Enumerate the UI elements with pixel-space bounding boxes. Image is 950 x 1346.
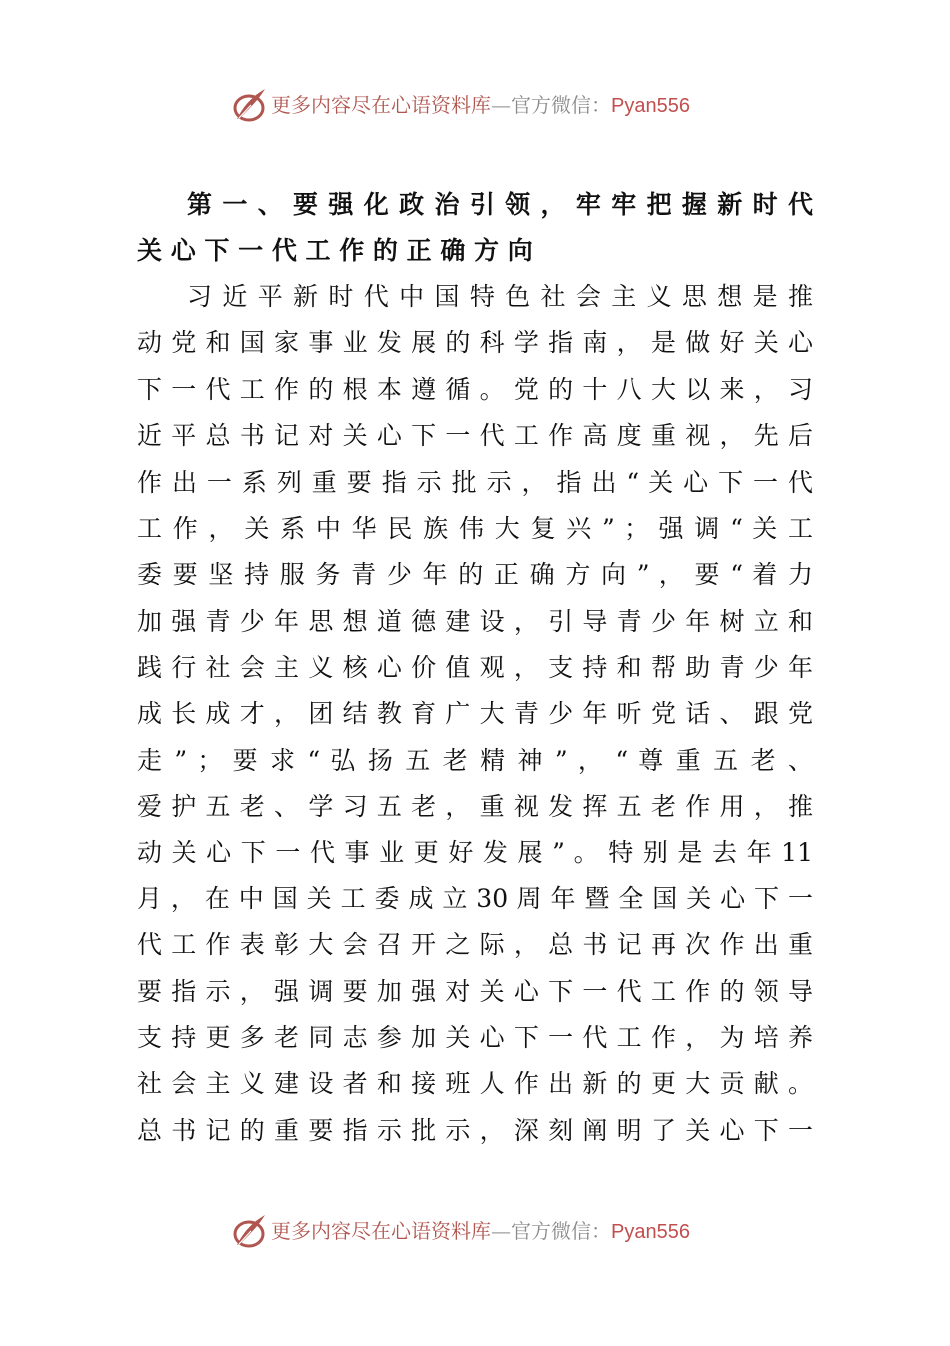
body-line: 动 党 和 国 家 事 业 发 展 的 科 学 指 南 ， 是 做 好 关 心 — [137, 328, 813, 357]
watermark-wechat-id: Pyan556 — [611, 94, 690, 117]
body-line: 要 指 示 ， 强 调 要 加 强 对 关 心 下 一 代 工 作 的 领 导 — [137, 977, 813, 1006]
watermark-dash: — — [491, 1218, 511, 1243]
header-watermark — [0, 82, 950, 128]
section-heading-line-1: 第 一 、 要 强 化 政 治 引 领 ， 牢 牢 把 握 新 时 代 — [187, 190, 813, 219]
footer-watermark — [0, 1208, 950, 1254]
body-line: 总 书 记 的 重 要 指 示 批 示 ， 深 刻 阐 明 了 关 心 下 一 — [137, 1116, 813, 1145]
body-line: 习 近 平 新 时 代 中 国 特 色 社 会 主 义 思 想 是 推 — [187, 282, 813, 311]
body-line: 社 会 主 义 建 设 者 和 接 班 人 作 出 新 的 更 大 贡 献 。 — [137, 1069, 813, 1098]
body-line: 成 长 成 才 ， 团 结 教 育 广 大 青 少 年 听 党 话 、 跟 党 — [137, 699, 813, 728]
body-line: 走 ” ； 要 求 “ 弘 扬 五 老 精 神 ” ， “ 尊 重 五 老 、 — [137, 746, 813, 775]
body-line: 践 行 社 会 主 义 核 心 价 值 观 ， 支 持 和 帮 助 青 少 年 — [137, 653, 813, 682]
watermark-wechat-label: 官方微信： — [511, 92, 611, 117]
body-line: 近 平 总 书 记 对 关 心 下 一 代 工 作 高 度 重 视 ， 先 后 — [137, 421, 813, 450]
watermark-site: 更多内容尽在心语资料库 — [271, 92, 491, 117]
quill-logo-icon — [229, 1211, 269, 1251]
watermark-wechat-id: Pyan556 — [611, 1220, 690, 1243]
watermark-dash: — — [491, 92, 511, 117]
body-line: 委 要 坚 持 服 务 青 少 年 的 正 确 方 向 ” ， 要 “ 着 力 — [137, 560, 813, 589]
body-line: 月 ， 在 中 国 关 工 委 成 立 30 周 年 暨 全 国 关 心 下 一 — [137, 884, 813, 913]
body-line: 代 工 作 表 彰 大 会 召 开 之 际 ， 总 书 记 再 次 作 出 重 — [137, 930, 813, 959]
body-line: 工 作 ， 关 系 中 华 民 族 伟 大 复 兴 ” ； 强 调 “ 关 工 — [137, 514, 813, 543]
section-heading-line-2: 关 心 下 一 代 工 作 的 正 确 方 向 — [137, 236, 533, 265]
body-line: 动 关 心 下 一 代 事 业 更 好 发 展 ” 。 特 别 是 去 年 11 — [137, 838, 813, 867]
body-line: 下 一 代 工 作 的 根 本 遵 循 。 党 的 十 八 大 以 来 ， 习 — [137, 375, 813, 404]
body-line: 作 出 一 系 列 重 要 指 示 批 示 ， 指 出 “ 关 心 下 一 代 — [137, 468, 813, 497]
body-line: 加 强 青 少 年 思 想 道 德 建 设 ， 引 导 青 少 年 树 立 和 — [137, 607, 813, 636]
watermark-site: 更多内容尽在心语资料库 — [271, 1218, 491, 1243]
quill-logo-icon — [229, 85, 269, 125]
body-line: 支 持 更 多 老 同 志 参 加 关 心 下 一 代 工 作 ， 为 培 养 — [137, 1023, 813, 1052]
body-line: 爱 护 五 老 、 学 习 五 老 ， 重 视 发 挥 五 老 作 用 ， 推 — [137, 792, 813, 821]
watermark-wechat-label: 官方微信： — [511, 1218, 611, 1243]
